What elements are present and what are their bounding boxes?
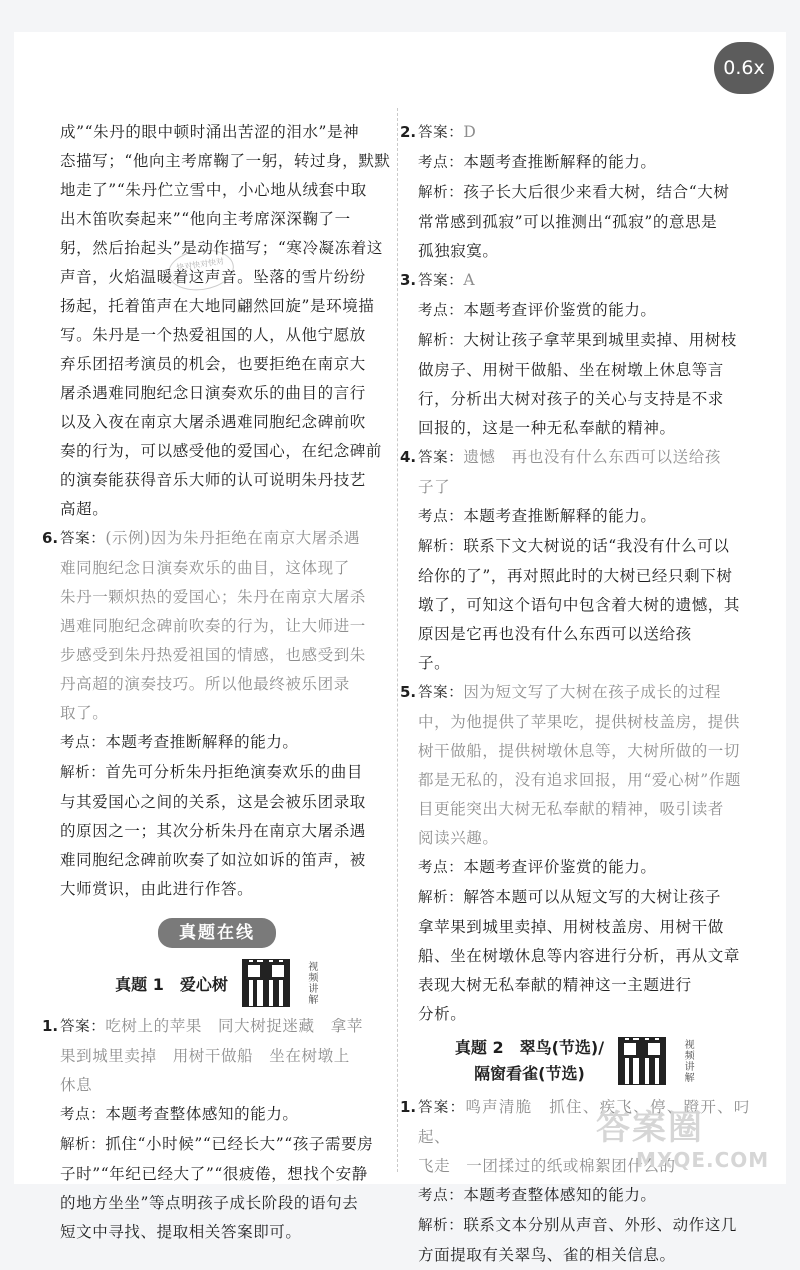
text-line: 以及入夜在南京大屠杀遇难同胞纪念碑前吹 <box>60 413 366 431</box>
kaodian-line <box>60 1100 373 1130</box>
jiexi-line <box>418 326 737 356</box>
answer-line: 果到城里卖掉 用树干做船 坐在树墩上 <box>60 1047 350 1065</box>
kaodian-line <box>418 296 737 326</box>
jiexi-line: 的地方坐坐”等点明孩子成长阶段的语句去 <box>60 1194 359 1212</box>
jiexi-text: 解答本题可以从短文写的大树让孩子 <box>463 888 721 906</box>
jiexi-text: 联系下文大树说的话“我没有什么可以 <box>463 537 730 555</box>
jiexi-line: 表现大树无私奉献的精神这一主题进行 <box>418 976 692 994</box>
watermark <box>596 1100 776 1180</box>
answer-label: 答案： <box>418 1100 466 1116</box>
answer-text: (示例)因为朱丹拒绝在南京大屠杀遇 <box>105 529 361 547</box>
top-strip <box>14 12 786 32</box>
jiexi-label: 解析： <box>418 185 464 201</box>
kaodian-text: 本题考查评价鉴赏的能力。 <box>463 301 657 319</box>
jiexi-line: 回报的，这是一种无私奉献的精神。 <box>418 419 676 437</box>
jiexi-label: 解析： <box>60 765 106 781</box>
answer-line: 朱丹一颗炽热的爱国心；朱丹在南京大屠杀 <box>60 588 366 606</box>
jiexi-line: 常常感到孤寂”可以推测出“孤寂”的意思是 <box>418 213 718 231</box>
question-number: 1. <box>42 1017 59 1035</box>
answer-label: 答案： <box>418 685 464 701</box>
question-number: 2. <box>400 123 417 141</box>
kaodian-label: 考点： <box>418 1188 464 1204</box>
text-line: 奏的行为，可以感受他的爱国心，在纪念碑前 <box>60 442 383 460</box>
text-line: 声音，火焰温暖着这声音。坠落的雪片纷纷 <box>60 268 366 286</box>
kaodian-line <box>418 853 741 883</box>
task-title: 真题 2 翠鸟(节选)/ <box>454 1038 605 1057</box>
left-column <box>42 118 392 1247</box>
task-2-header <box>400 1029 750 1093</box>
text-line: 高超。 <box>60 500 109 518</box>
jiexi-text: 首先可分析朱丹拒绝演奏欢乐的曲目 <box>105 763 363 781</box>
answer-label: 答案： <box>418 125 464 141</box>
jiexi-text: 联系文本分别从声音、外形、动作这几 <box>463 1216 738 1234</box>
answer-text: 鸣声清脆 抓住、疾飞、停、蹬开、叼起、 <box>418 1098 750 1146</box>
jiexi-line: 短文中寻找、提取相关答案即可。 <box>60 1223 302 1241</box>
kaodian-text: 本题考查整体感知的能力。 <box>105 1105 299 1123</box>
answer-label: 答案： <box>418 450 464 466</box>
jiexi-text: 孩子长大后很少来看大树，结合“大树 <box>463 183 730 201</box>
question-number: 4. <box>400 448 417 466</box>
text-line: 态描写；“他向主考席鞠了一躬，转过身，默默 <box>60 152 391 170</box>
answer-line <box>418 266 737 296</box>
jiexi-line <box>418 1211 750 1241</box>
qr-label: 视频讲解 <box>305 961 317 1005</box>
answer-line: 丹高超的演奏技巧。所以他最终被乐团录 <box>60 675 350 693</box>
jiexi-line <box>60 758 366 788</box>
jiexi-label: 解析： <box>418 1218 464 1234</box>
question-number: 3. <box>400 271 417 289</box>
kaodian-label: 考点： <box>418 509 464 525</box>
jiexi-line: 子。 <box>418 654 451 672</box>
qr-label: 视频讲解 <box>682 1039 694 1083</box>
jiexi-text: 抓住“小时候”“已经长大”“孩子需要房 <box>105 1135 374 1153</box>
kaodian-text: 本题考查推断解释的能力。 <box>105 733 299 751</box>
jiexi-line: 原因是它再也没有什么东西可以送给孩 <box>418 625 692 643</box>
answer-text: 因为短文写了大树在孩子成长的过程 <box>463 683 721 701</box>
answer-line: 难同胞纪念日演奏欢乐的曲目，这体现了 <box>60 559 350 577</box>
text-line: 屠杀遇难同胞纪念日演奏欢乐的曲目的言行 <box>60 384 366 402</box>
jiexi-label: 解析： <box>418 333 464 349</box>
watermark-logo-text: 答案圈 <box>596 1108 704 1148</box>
question-number: 1. <box>400 1098 417 1116</box>
answer-line <box>418 443 740 473</box>
text-line: 躬，然后抬起头”是动作描写；“寒冷凝冻着这 <box>60 239 383 257</box>
jiexi-line: 船、坐在树墩休息等内容进行分析，再从文章 <box>418 947 741 965</box>
jiexi-line <box>60 1130 373 1160</box>
answer-1 <box>42 1012 392 1247</box>
jiexi-line: 行，分析出大树对孩子的关心与支持是不求 <box>418 390 724 408</box>
continued-analysis <box>42 118 392 524</box>
qr-code-icon[interactable] <box>618 1037 666 1085</box>
jiexi-line: 拿苹果到城里卖掉、用树枝盖房、用树干做 <box>418 918 724 936</box>
text-line: 的演奏能获得音乐大师的认可说明朱丹技艺 <box>60 471 366 489</box>
answer-2 <box>400 118 750 266</box>
answer-line: 目更能突出大树无私奉献的精神，吸引读者 <box>418 800 724 818</box>
jiexi-line: 的原因之一；其次分析朱丹在南京大屠杀遇 <box>60 822 366 840</box>
answer-4 <box>400 443 750 678</box>
answer-line: 遇难同胞纪念碑前吹奏的行为，让大师进一 <box>60 617 366 635</box>
question-number: 6. <box>42 529 59 547</box>
jiexi-label: 解析： <box>418 890 464 906</box>
answer-3 <box>400 266 750 443</box>
answer-line: 中，为他提供了苹果吃，提供树枝盖房，提供 <box>418 713 741 731</box>
answer-text: 遗憾 再也没有什么东西可以送给孩 <box>463 448 721 466</box>
kaodian-text: 本题考查评价鉴赏的能力。 <box>463 858 657 876</box>
jiexi-line: 与其爱国心之间的关系，这是会被乐团录取 <box>60 793 366 811</box>
answer-5 <box>400 678 750 1029</box>
right-column <box>400 118 750 1270</box>
kaodian-label: 考点： <box>418 860 464 876</box>
jiexi-label: 解析： <box>418 539 464 555</box>
jiexi-line: 分析。 <box>418 1005 467 1023</box>
answer-line: 取了。 <box>60 704 109 722</box>
jiexi-line: 给你的了”，再对照此时的大树已经只剩下树 <box>418 567 733 585</box>
task-title-line2: 隔窗看雀(节选) <box>474 1064 585 1083</box>
text-line: 弃乐团招考演员的机会，也要拒绝在南京大 <box>60 355 366 373</box>
jiexi-text: 大树让孩子拿苹果到城里卖掉、用树枝 <box>463 331 738 349</box>
stamp-text: 快对快对快对 <box>175 256 225 273</box>
kaodian-line <box>418 148 729 178</box>
answer-text: A <box>463 271 476 289</box>
answer-label: 答案： <box>60 1019 106 1035</box>
jiexi-line: 墩了，可知这个语句中包含着大树的遗憾，其 <box>418 596 741 614</box>
kaodian-label: 考点： <box>418 303 464 319</box>
jiexi-label: 解析： <box>60 1137 106 1153</box>
column-divider <box>397 108 398 1172</box>
jiexi-line: 方面提取有关翠鸟、雀的相关信息。 <box>418 1246 676 1264</box>
jiexi-line <box>418 178 729 208</box>
kaodian-text: 本题考查整体感知的能力。 <box>463 1186 657 1204</box>
answer-text: D <box>463 123 477 141</box>
zoom-level-badge[interactable]: 0.6x <box>714 42 774 94</box>
kaodian-text: 本题考查推断解释的能力。 <box>463 153 657 171</box>
kaodian-label: 考点： <box>60 735 106 751</box>
watermark-url: MXQE.COM <box>636 1148 770 1172</box>
text-line: 地走了”“朱丹伫立雪中，小心地从绒套中取 <box>60 181 367 199</box>
answer-label: 答案： <box>60 531 106 547</box>
kaodian-text: 本题考查推断解释的能力。 <box>463 507 657 525</box>
answer-text: 吃树上的苹果 同大树捉迷藏 拿苹 <box>105 1017 363 1035</box>
kaodian-line <box>418 1181 750 1211</box>
task-title: 真题 1 爱心树 <box>115 974 228 994</box>
answer-line <box>418 678 741 708</box>
answer-line: 都是无私的，没有追求回报，用“爱心树”作题 <box>418 771 741 789</box>
jiexi-line: 大师赏识，由此进行作答。 <box>60 880 254 898</box>
answer-line <box>60 524 366 554</box>
jiexi-line: 子时”“年纪已经大了”“很疲倦，想找个安静 <box>60 1165 368 1183</box>
jiexi-line <box>418 532 740 562</box>
kaodian-label: 考点： <box>60 1107 106 1123</box>
jiexi-line: 做房子、用树干做船、坐在树墩上休息等言 <box>418 361 724 379</box>
kaodian-line <box>418 502 740 532</box>
kaodian-label: 考点： <box>418 155 464 171</box>
text-line: 成”“朱丹的眼中顿时涌出苦涩的泪水”是神 <box>60 123 360 141</box>
answer-line <box>418 118 729 148</box>
answer-6 <box>42 524 392 904</box>
jiexi-line <box>418 883 741 913</box>
answer-label: 答案： <box>418 273 464 289</box>
question-number: 5. <box>400 683 417 701</box>
text-line: 写。朱丹是一个热爱祖国的人，从他宁愿放 <box>60 326 366 344</box>
task-1-header <box>42 954 392 1012</box>
answer-line: 子了 <box>418 478 451 496</box>
answer-line: 步感受到朱丹热爱祖国的情感，也感受到朱 <box>60 646 366 664</box>
answer-line <box>60 1012 373 1042</box>
text-line: 扬起，托着笛声在大地同翩然回旋”是环境描 <box>60 297 375 315</box>
kaodian-line <box>60 728 366 758</box>
jiexi-line: 难同胞纪念碑前吹奏了如泣如诉的笛声，被 <box>60 851 366 869</box>
section-heading: 真题在线 <box>158 918 276 948</box>
qr-code-icon[interactable] <box>242 959 290 1007</box>
jiexi-line: 孤独寂寞。 <box>418 242 499 260</box>
answer-line: 飞走 一团揉过的纸或棉絮团什么的 <box>418 1157 676 1175</box>
answer-line: 树干做船，提供树墩休息等，大树所做的一切 <box>418 742 741 760</box>
answer-line: 休息 <box>60 1076 93 1094</box>
answer-line: 阅读兴趣。 <box>418 829 499 847</box>
text-line: 出木笛吹奏起来”“他向主考席深深鞠了一 <box>60 210 351 228</box>
